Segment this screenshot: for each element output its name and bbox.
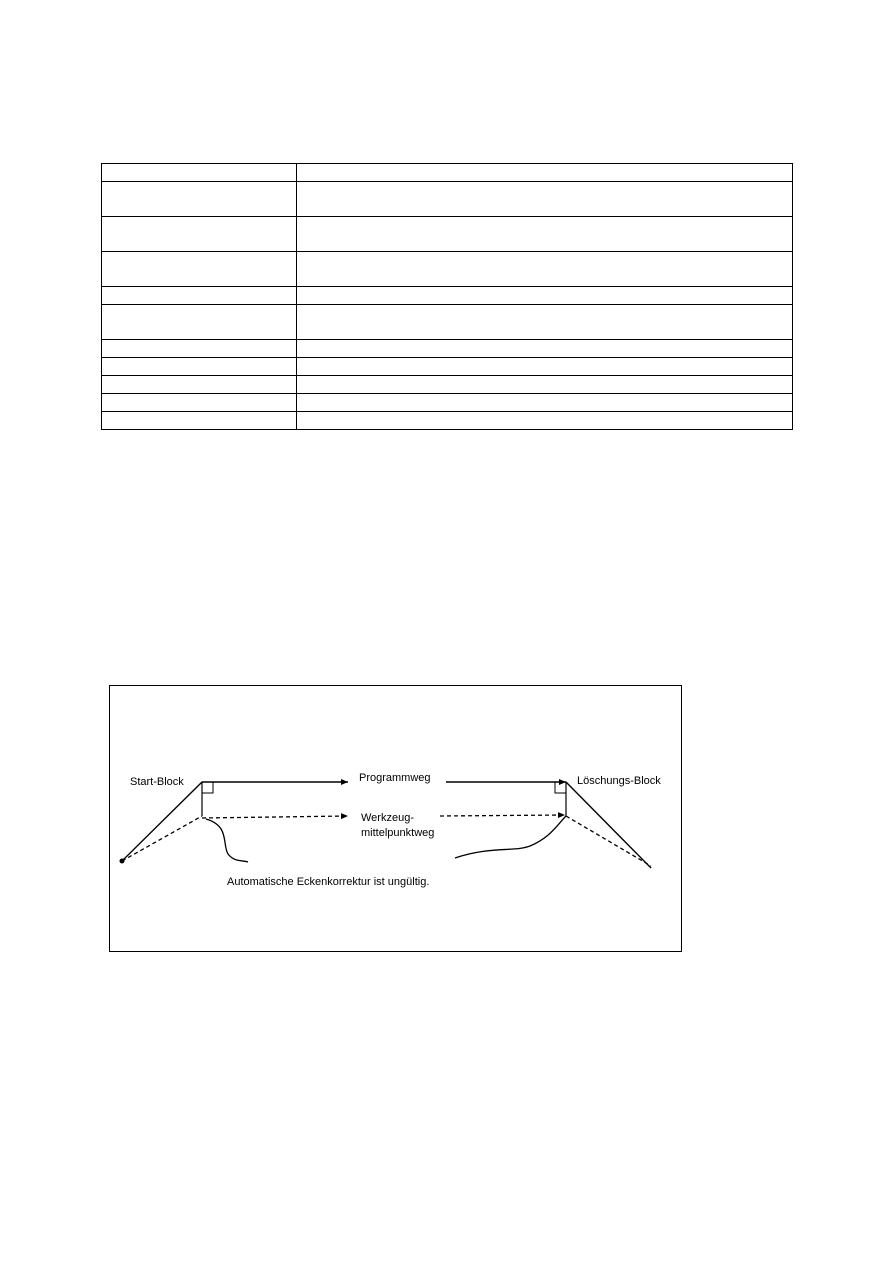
program-path-left-ramp <box>122 782 202 861</box>
pointer-left <box>206 819 248 862</box>
table-cell <box>297 252 793 287</box>
tool-path-left-ramp <box>122 816 202 861</box>
tool-center-path-label-1: Werkzeug- <box>361 812 414 824</box>
table-cell <box>297 182 793 217</box>
table-body <box>102 164 793 430</box>
table-row <box>102 376 793 394</box>
table-cell <box>102 412 297 430</box>
table-row <box>102 358 793 376</box>
table-row <box>102 182 793 217</box>
pointer-right <box>455 816 566 858</box>
table-cell <box>297 340 793 358</box>
table-cell <box>297 305 793 340</box>
table-cell <box>297 394 793 412</box>
right-angle-right-icon <box>555 782 566 793</box>
table-cell <box>102 394 297 412</box>
table-cell <box>102 358 297 376</box>
table-cell <box>102 164 297 182</box>
table-row <box>102 305 793 340</box>
table-row <box>102 412 793 430</box>
table-cell <box>297 358 793 376</box>
program-path-label: Programmweg <box>359 772 431 784</box>
figure-caption: Automatische Eckenkorrektur ist ungültig. <box>227 876 430 888</box>
right-angle-left-icon <box>202 782 213 793</box>
table-row <box>102 252 793 287</box>
tool-path-segment-1 <box>202 816 348 818</box>
table-row <box>102 340 793 358</box>
table-cell <box>297 376 793 394</box>
table-cell <box>102 252 297 287</box>
start-block-label: Start-Block <box>130 776 184 788</box>
table-cell <box>102 305 297 340</box>
table-cell <box>102 217 297 252</box>
table-cell <box>102 376 297 394</box>
data-table <box>101 163 793 430</box>
table-cell <box>102 287 297 305</box>
table-cell <box>297 412 793 430</box>
tool-path-right-ramp <box>566 816 651 866</box>
table-cell <box>102 340 297 358</box>
table-row <box>102 217 793 252</box>
table-row <box>102 394 793 412</box>
tool-center-path-label-2: mittelpunktweg <box>361 827 435 839</box>
program-path-right-ramp <box>566 782 651 868</box>
delete-block-label: Löschungs-Block <box>577 775 661 787</box>
figure-drawing <box>110 686 683 953</box>
cutter-compensation-figure <box>109 685 682 952</box>
table-row <box>102 164 793 182</box>
table-cell <box>297 287 793 305</box>
tool-path-segment-2 <box>440 815 565 816</box>
table-cell <box>297 164 793 182</box>
table-cell <box>102 182 297 217</box>
table-row <box>102 287 793 305</box>
table-cell <box>297 217 793 252</box>
